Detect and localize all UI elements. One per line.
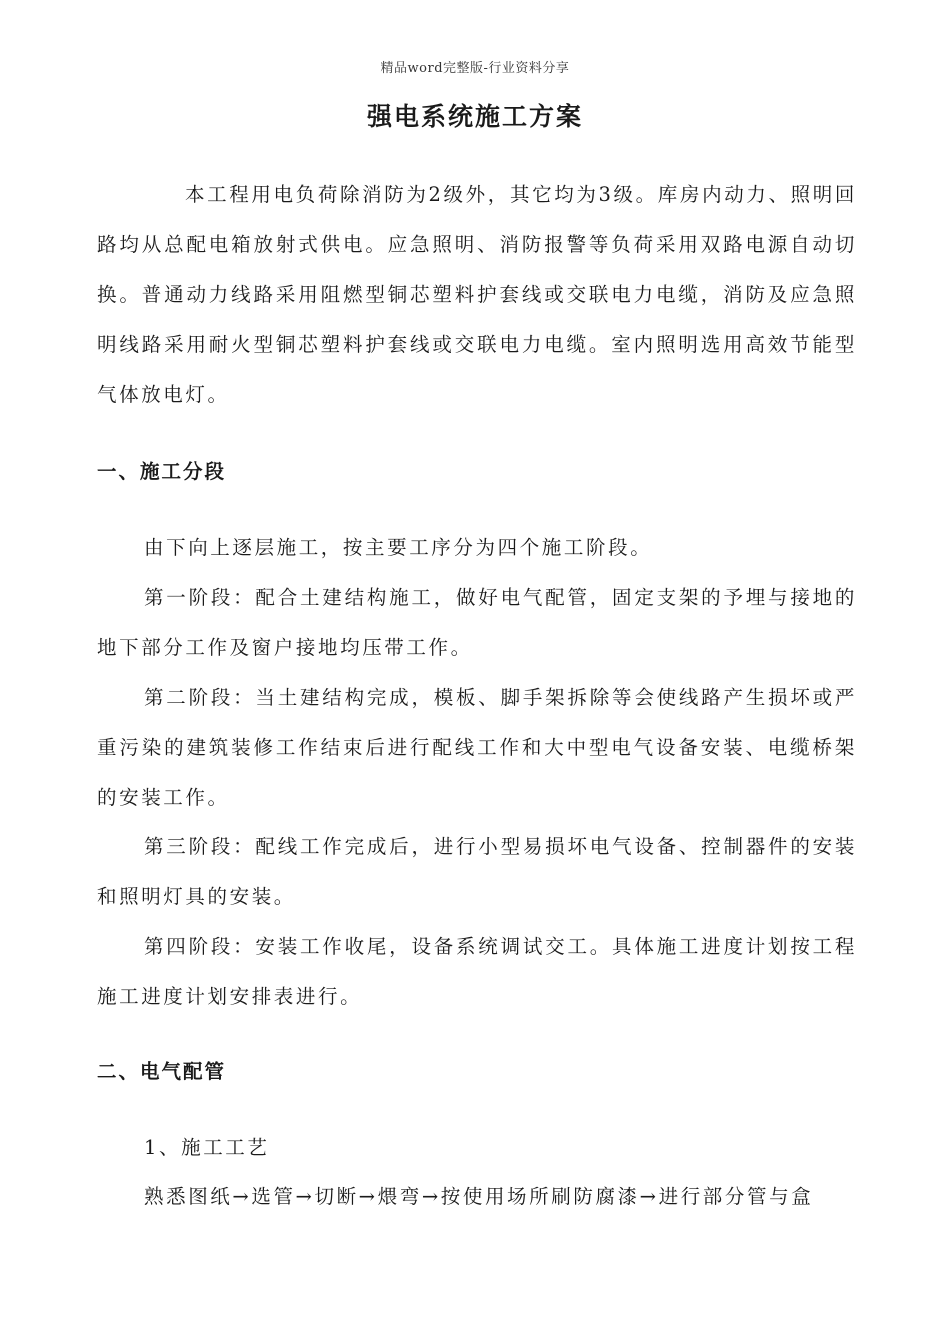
stage-three-paragraph: 第三阶段：配线工作完成后，进行小型易损坏电气设备、控制器件的安装和照明灯具的安装。 (97, 835, 857, 908)
stages-overview-paragraph: 由下向上逐层施工，按主要工序分为四个施工阶段。 (144, 536, 653, 559)
stage-two-paragraph: 第二阶段：当土建结构完成，模板、脚手架拆除等会使线路产生损坏或严重污染的建筑装修工作结束后进行配线工作和大中型电气设备安装、电缆桥架的安装工作。 (97, 686, 857, 809)
stage-one-paragraph: 第一阶段：配合土建结构施工，做好电气配管，固定支架的予埋与接地的地下部分工作及窗户接地均压带工作。 (97, 586, 857, 659)
document-title: 强电系统施工方案 (366, 102, 583, 131)
subheading-construction-process: 1、施工工艺 (144, 1136, 270, 1159)
process-flow-paragraph: 熟悉图纸→选管→切断→煨弯→按使用场所刷防腐漆→进行部分管与盒 (144, 1185, 814, 1208)
header-note: 精品word完整版-行业资料分享 (380, 61, 570, 76)
section-heading-electrical-conduit: 二、电气配管 (97, 1060, 227, 1083)
stage-four-paragraph: 第四阶段：安装工作收尾，设备系统调试交工。具体施工进度计划按工程施工进度计划安排表进行。 (97, 935, 857, 1008)
section-heading-construction-stages: 一、施工分段 (97, 460, 227, 483)
intro-paragraph: 本工程用电负荷除消防为2级外，其它均为3级。库房内动力、照明回路均从总配电箱放射式供电。应急照明、消防报警等负荷采用双路电源自动切换。普通动力线路采用阻燃型铜芯塑料护套线或交联电力电缆，消防及应急照明线路采用耐火型铜芯塑料护套线或交联电力电缆。室内照明选用高效节能型气体放电灯。 (97, 183, 857, 406)
